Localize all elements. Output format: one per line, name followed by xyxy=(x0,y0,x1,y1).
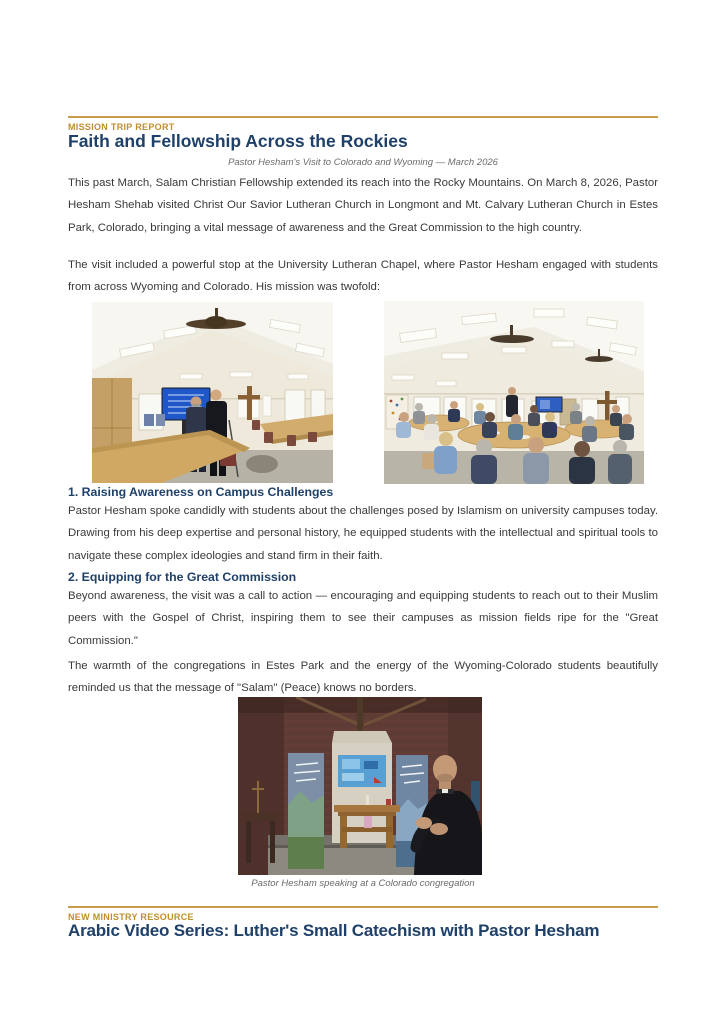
paragraph: The visit included a powerful stop at the University Lutheran Chapel, where Pastor Hesham engaged with students from across Wyoming and Colorado. His mission was twofold: xyxy=(68,259,658,294)
section-kicker: NEW MINISTRY RESOURCE xyxy=(68,912,194,922)
left-banner xyxy=(288,753,324,869)
fellowship-hall-illustration xyxy=(92,302,333,483)
pastor-speaking-illustration xyxy=(238,697,482,875)
subsection-heading: 2. Equipping for the Great Commission xyxy=(68,570,297,584)
article-subtitle: Pastor Hesham's Visit to Colorado and Wyoming — March 2026 xyxy=(228,157,498,168)
subsection-heading: 1. Raising Awareness on Campus Challenges xyxy=(68,485,334,499)
photo-two-pastors-fellowship-hall xyxy=(92,302,333,483)
paragraph: Beyond awareness, the visit was a call to action — encouraging and equipping students to reach out to their Muslim peers with the Gospel of Christ, inspiring them to see their campuses as mission fields ripe for the "Great Commission." xyxy=(68,590,658,647)
paragraph: Pastor Hesham spoke candidly with students about the challenges posed by Islamism on university campuses today. Drawing from his deep expertise and personal history, he equipped students with the intellectual and spiritual tools to navigate these complex ideologies and stand firm in their faith. xyxy=(68,505,658,562)
paragraph: The warmth of the congregations in Estes Park and the energy of the Wyoming-Colorado students beautifully reminded us that the message of "Salam" (Peace) knows no borders. xyxy=(68,660,658,695)
projected-slide xyxy=(338,755,386,787)
section-divider xyxy=(68,116,658,118)
paragraph: This past March, Salam Christian Fellowship extended its reach into the Rocky Mountains. On March 8, 2026, Pastor Hesham Shehab visited Christ Our Savior Lutheran Church in Longmont and Mt. Calvary Lutheran Church in Estes Park, Colorado, bringing a vital message of awareness and the Great Commission to the high country. xyxy=(68,177,658,234)
article-title: Faith and Fellowship Across the Rockies xyxy=(68,131,408,151)
photo-caption: Pastor Hesham speaking at a Colorado congregation xyxy=(251,878,475,889)
photo-pastor-speaking xyxy=(238,697,482,875)
article-title: Arabic Video Series: Luther's Small Catechism with Pastor Hesham xyxy=(68,921,600,940)
photo-congregation-seated xyxy=(384,301,644,484)
section-kicker: MISSION TRIP REPORT xyxy=(68,122,175,132)
congregation-illustration xyxy=(384,301,644,484)
section-divider xyxy=(68,906,658,908)
